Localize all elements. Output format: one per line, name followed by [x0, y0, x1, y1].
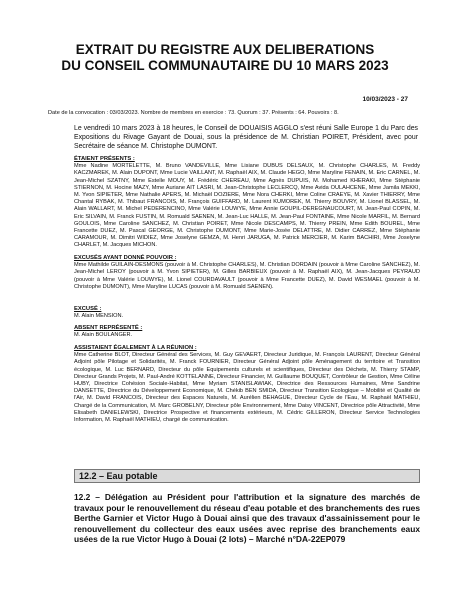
section-pouvoirs [74, 255, 420, 291]
section-pouvoirs-heading: EXCUSÉS AYANT DONNÉ POUVOIR : [74, 255, 177, 261]
topic-bar-label: 12.2 – Eau potable [79, 471, 158, 481]
section-pouvoirs-text: Mme Mathilde GUILAIN-DESMONS (pouvoir à M. Christophe CHARLES), M. Christian DORDAIN (pouvoir à Mme Caroline SANCHEZ), M. Jean-Michel LEROY (pouvoir à M. Yvon SIPIETER), M. Gilles BARBIEUX (pouvoir à M. Raphaël AIX), M. Jean-Jacques PEYRAUD (pouvoir à Mme Valérie LOUWYE), M. Lionel COURDAVAULT (pouvoir à Mme Francette DUEZ), M. David WESMAEL (pouvoir à M. Christophe DUMONT), Mme Maryline LUCAS (pouvoir à M. Romuald SAENEN). [74, 262, 420, 290]
section-excuse-text: M. Alain MENSION. [74, 313, 124, 320]
section-presents-text: Mme Nadine MORTELETTE, M. Bruno VANDEVILLE, Mme Lisiane DUBUS DELSAUX, M. Christophe CHARLES, M. Freddy KACZMAREK, M. Alain DUPONT, Mme Lucie VAILLANT, M. Raphaël AIX, M. Claude HEGO, Mme Maryline FENAIN, M. Eric CARNEL, M. Jean-Michel SZATNY, Mme Estelle MOUY, M. Frédéric CHEREAU, Mme Agnès DUPUIS, M. Mohamed KHERAKI, Mme Stéphanie STIERNON, M. Hocine MAZY, Mme Auriane AIT LASRI, M. Jean-Christophe LECLERCQ, Mme Avida OULAHCENE, Mme Jamila MEKKI, M. Yvon SIPIETER, Mme Nathalie APERS, M. Michaël DOZIERE, Mme Nora CHERKI, Mme Coline CRAEYE, M. Xavier THIERRY, Mme Chantal RYBAK, M. Thibaut FRANCOIS, M. François GUIFFARD, M. Laurent KUMOREK, M. Thierry BOUVRY, M. Lionel BLASSEL, M. Alain WALLART, M. Michel PEDERENCINO, Mme Valérie LOUWYE, Mme Annie GOUPIL-DEREGNAUCOURT, M. Jean-Paul COPIN, M. Eric SILVAIN, M. Franck FUSTIN, M. Romuald SAENEN, M. Jean-Luc HALLE, M. Jean-Paul FONTAINE, Mme Nicole MARFIL, M. Bernard GOULOIS, Mme Caroline SANCHEZ, M. Christian POIRET, Mme Nicole DESCAMPS, M. Thierry PREIN, Mme Edith BOUREL, Mme Francette DUEZ, M. Pascal GEORGE, M. Christophe DUMONT, Mme Marie-Josée DELATTRE, M. Didier CARREZ, Mme Stéphanie CARAMOUR, M. Dimitri WIDIEZ, Mme Joselyne GEMZA, M. Henri JARUGA, M. Patrick MERCIER, M. Karim BACHIRI, Mme Joselyne CHARLET, M. Jacques MICHON. [74, 163, 420, 249]
section-presents-heading: ÉTAIENT PRÉSENTS : [74, 156, 135, 162]
topic-bar [74, 469, 420, 483]
section-assistaient-text: Mme Catherine BLOT, Directeur Général des Services, M. Guy GEVAERT, Directeur Juridique, M. François LAURENT, Directeur Général Adjoint pôle Pilotage et Solidarités, M. Franck FOURNIER, Directeur Général Adjoint pôle Aménagement du territoire et Transition écologique, M. Luc BERNARD, Directeur du pôle Equipements culturels et scientifiques, Directeur des Déchets, M. Thierry STAMP, Directeur Grands Projets, M. Paul-André KOTTELANNE, Directeur Financier, M. Guillaume BOUQUET, Contrôleur de Gestion, Mme Céline HUBY, Directrice Cohésion Sociale-Habitat, Mme Myriam STANISLAWIAK, Directrice des Ressources Humaines, Mme Sandrine DANSETTE, Directrice du Développement Economique, M. Chékib BEN SMIDA, Directeur Transition Ecologique – Mobilité et Qualité de l'Air, M. David FRANCOIS, Directeur des Espaces Naturels, M. Aurélien BEHAGUE, Directeur Cycle de l'Eau, M. Raphaël MATHIEU, Chargé de la Communication, M. Marc GROBELNY, Directeur pôle Environnement, Mme Daisy VINCENT, Directrice pôle Attractivité, Mme Elisabeth DANIELEWSKI, Directrice Prospective et financements extérieurs, M. Cédric GILLERON, Directeur Service Technologies Information, M. Raphaël MATHIEU, chargé de communication. [74, 352, 420, 424]
section-excuse [74, 306, 420, 320]
document-title-line1: EXTRAIT DU REGISTRE AUX DELIBERATIONS [75, 42, 375, 57]
convocation-meta: Date de la convocation : 03/03/2023. Nombre de membres en exercice : 73. Quorum : 37. Présents : 64. Pouvoirs : 8. [48, 110, 339, 116]
deliberation-reference: 10/03/2023 - 27 [362, 96, 408, 103]
section-excuse-heading: EXCUSÉ : [74, 306, 102, 312]
intro-paragraph: Le vendredi 10 mars 2023 à 18 heures, le Conseil de DOUAISIS AGGLO s'est réuni Salle Europe 1 du Parc des Expositions du Rivage Gayant de Douai, sous la présidence de M. Christian POIRET, Président, avec pour Secrétaire de séance M. Christophe DUMONT. [74, 125, 418, 151]
decision-title: 12.2 – Délégation au Président pour l'attribution et la signature des marchés de travaux pour le renouvellement du réseau d'eau potable et des branchements des rues Berthe Garnier et Victor Hugo à Douai ainsi que des travaux d'assainissement pour le renouvellement du collecteur des eaux usées avec reprise des branchements eaux usées de la rue Victor Hugo à Douai (2 lots) – Marché n°DA-22EP079 [74, 492, 420, 544]
section-assistaient-heading: ASSISTAIENT ÉGALEMENT À LA RÉUNION : [74, 345, 197, 351]
document-title-line2: DU CONSEIL COMMUNAUTAIRE DU 10 MARS 2023 [61, 58, 389, 73]
section-assistaient [74, 345, 420, 424]
section-presents [74, 156, 420, 250]
section-absent-text: M. Alain BOULANGER. [74, 332, 133, 339]
section-absent-heading: ABSENT REPRÉSENTÉ : [74, 325, 143, 331]
section-absent [74, 325, 420, 339]
